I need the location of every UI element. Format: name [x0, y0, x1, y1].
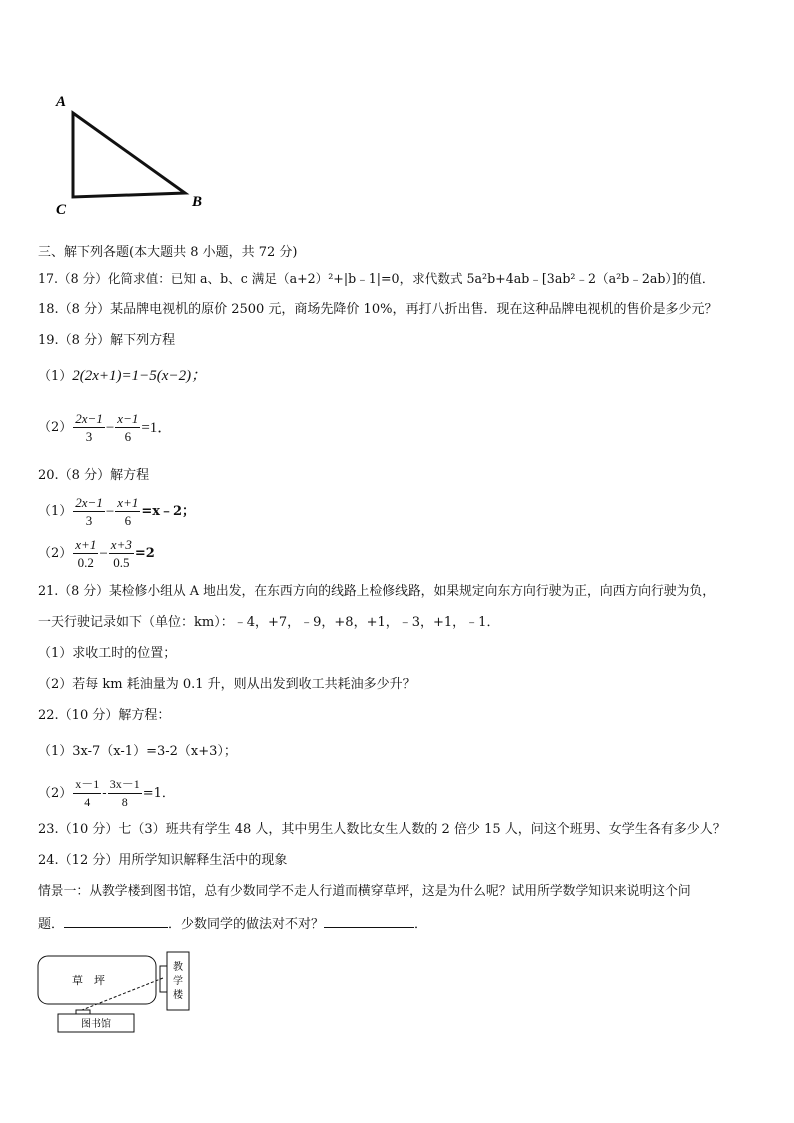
denominator: 3: [85, 513, 93, 528]
answer-blank-1[interactable]: [64, 915, 168, 928]
section-3-heading: 三、解下列各题(本大题共 8 小题，共 72 分): [38, 245, 298, 260]
denominator: 4: [84, 795, 91, 809]
question-23: 23.（10 分）七（3）班共有学生 48 人，其中男生人数比女生人数的 2 倍少 15 人，问这个班男、女学生各有多少人？: [38, 822, 726, 837]
numerator: 2x−1: [75, 411, 103, 426]
minus-sign: −: [99, 545, 108, 562]
part-label: （1）: [38, 369, 73, 384]
question-21-line-1: 21.（8 分）某检修小组从 A 地出发，在东西方向的线路上检修线路，如果规定向东方向行驶为正，向西方向行驶为负，: [38, 584, 715, 599]
vertex-a-label: A: [56, 94, 67, 110]
building-char: 楼: [173, 990, 183, 1001]
question-21-sub-2: （2）若每 km 耗油量为 0.1 升，则从出发到收工共耗油多少升？: [38, 677, 416, 692]
answer-blank-2[interactable]: [324, 915, 414, 928]
part-label: （2）: [38, 419, 73, 435]
vertex-b-label: B: [192, 194, 203, 210]
library-label: 图书馆: [81, 1019, 111, 1030]
fraction: [109, 536, 134, 571]
question-20-part-2: [38, 536, 155, 571]
fraction: [108, 776, 142, 811]
vertex-c-label: C: [56, 202, 67, 218]
question-17: 17.（8 分）化简求值：已知 a、b、c 满足（a+2）²+|b﹣1|=0，求代数式 5a²b+4ab﹣[3ab²﹣2（a²b﹣2ab）]的值．: [38, 271, 715, 286]
part-label: （2）: [38, 545, 73, 561]
fraction: [73, 410, 105, 445]
equation: 2(2x+1)=1−5(x−2)；: [72, 368, 207, 384]
question-18: 18.（8 分）某品牌电视机的原价 2500 元，商场先降价 10%，再打八折出售．现在这种品牌电视机的售价是多少元？: [38, 302, 718, 317]
minus-sign: -: [102, 785, 107, 801]
question-24-title: 24.（12 分）用所学知识解释生活中的现象: [38, 853, 288, 868]
question-21-line-2: 一天行驶记录如下（单位：km）：﹣4，+7，﹣9，+8，+1，﹣3，+1，﹣1．: [38, 615, 500, 630]
question-21-sub-1: （1）求收工时的位置；: [38, 646, 177, 661]
numerator: x+1: [117, 495, 139, 510]
text: ．: [414, 917, 428, 932]
question-22-title: 22.（10 分）解方程：: [38, 708, 171, 723]
fraction: [115, 494, 140, 529]
text: 题．: [38, 917, 65, 932]
library-entrance: [76, 1010, 90, 1014]
text: ．少数同学的做法对不对？: [168, 917, 325, 932]
rhs: =1．: [141, 419, 173, 436]
question-19-title: 19.（8 分）解下列方程: [38, 333, 176, 348]
fraction: [73, 536, 98, 571]
numerator: x+3: [110, 537, 132, 552]
part-label: （2）: [38, 785, 73, 801]
question-24-line-1: 情景一：从教学楼到图书馆，总有少数同学不走人行道而横穿草坪，这是为什么呢？试用所学数学知识来说明这个问: [38, 884, 691, 899]
building-char: 学: [173, 976, 183, 987]
denominator: 6: [124, 429, 132, 444]
numerator: 2x−1: [75, 495, 103, 510]
rhs: =x﹣2；: [141, 503, 196, 519]
question-22-part-1: （1）3x-7（x-1）=3-2（x+3）；: [38, 744, 237, 759]
numerator: x－1: [73, 776, 101, 794]
fraction: [73, 776, 101, 811]
building-label: [173, 960, 186, 1001]
question-20-title: 20.（8 分）解方程: [38, 468, 150, 483]
question-19-part-1: [38, 368, 206, 385]
lawn-label: 草 坪: [72, 974, 105, 987]
part-label: （1）: [38, 503, 73, 519]
minus-sign: −: [105, 503, 115, 520]
denominator: 3: [85, 429, 93, 444]
minus-sign: −: [105, 419, 115, 436]
numerator: 3x－1: [108, 776, 142, 794]
denominator: 0.5: [113, 555, 130, 570]
numerator: x+1: [75, 537, 97, 552]
numerator: x−1: [117, 411, 139, 426]
question-20-part-1: [38, 494, 195, 529]
building-char: 教: [173, 962, 183, 973]
triangle-abc: [73, 113, 185, 197]
denominator: 6: [124, 513, 132, 528]
question-24-line-2: [38, 915, 427, 933]
question-19-part-2: [38, 410, 172, 445]
campus-figure: [36, 944, 206, 1036]
triangle-figure: [50, 90, 220, 220]
fraction: [73, 494, 105, 529]
rhs: =1．: [142, 785, 175, 801]
denominator: 0.2: [77, 555, 94, 570]
denominator: 8: [121, 795, 128, 809]
fraction: [115, 410, 140, 445]
rhs: =2: [134, 545, 155, 561]
question-22-part-2: [38, 776, 175, 811]
